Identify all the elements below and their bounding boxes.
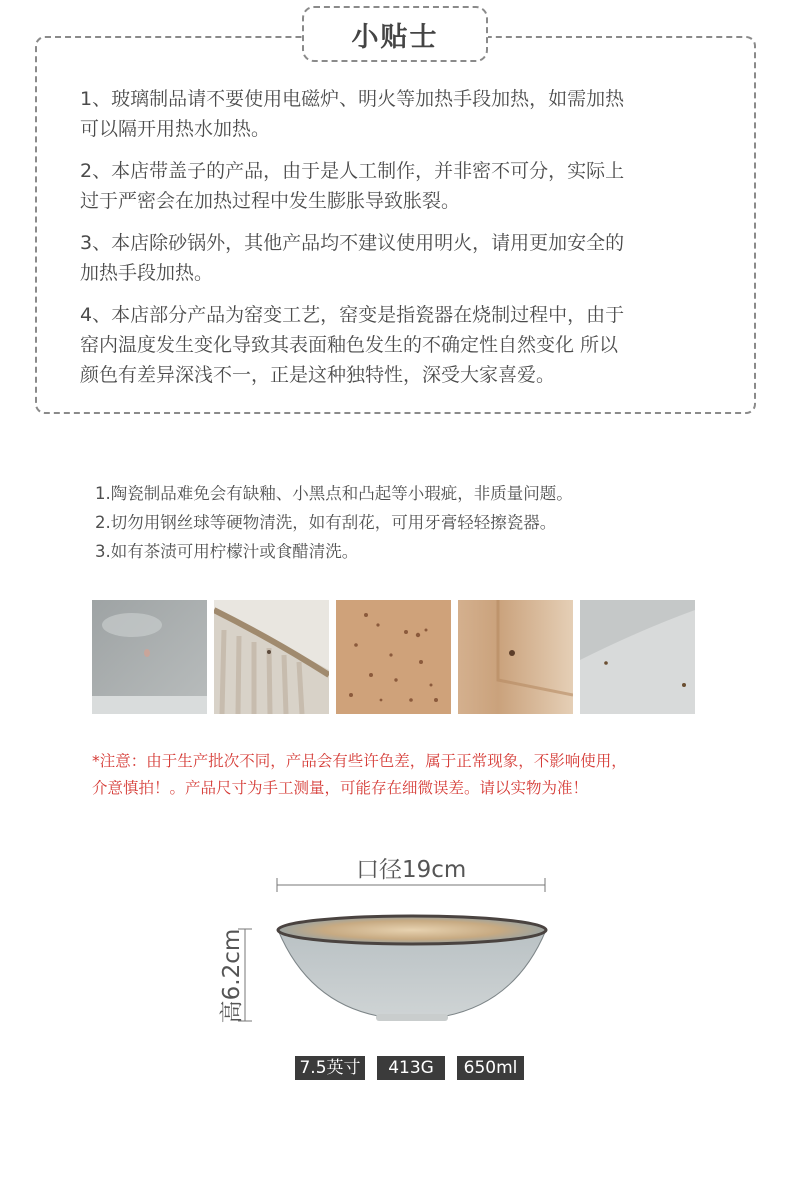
- tip-1-line-2: 可以隔开用热水加热。: [80, 118, 271, 140]
- tip-2-line-1: 2、本店带盖子的产品，由于是人工制作，并非密不可分，实际上: [80, 160, 625, 182]
- tip-1: [80, 84, 720, 144]
- tip-4: [80, 300, 720, 390]
- bowl-image: [276, 912, 548, 1024]
- tip-2-line-2: 过于严密会在加热过程中发生膨胀导致胀裂。: [80, 190, 461, 212]
- care-item-2: 2.切勿用钢丝球等硬物清洗，如有刮花，可用牙膏轻轻擦瓷器。: [95, 513, 557, 532]
- tip-2: [80, 156, 720, 216]
- height-char: 高: [219, 1000, 245, 1024]
- flaw-photo-2: [214, 600, 329, 714]
- notice-line-2: 介意慎拍！。产品尺寸为手工测量，可能存在细微误差。请以实物为准！: [92, 779, 589, 797]
- height-label: [190, 925, 250, 1025]
- tip-4-line-3: 颜色有差异深浅不一，正是这种独特性，深受大家喜爱。: [80, 364, 556, 386]
- flaw-photo-3: [336, 600, 451, 714]
- tips-title: 小贴士: [351, 21, 439, 53]
- flaw-photo-1: [92, 600, 207, 714]
- tip-4-line-1: 4、本店部分产品为窑变工艺，窑变是指瓷器在烧制过程中，由于: [80, 304, 625, 326]
- height-value: 6.2cm: [219, 928, 245, 1001]
- tip-3-line-2: 加热手段加热。: [80, 262, 214, 284]
- tip-4-line-2: 窑内温度发生变化导致其表面釉色发生的不确定性自然变化 所以: [80, 334, 619, 356]
- care-item-1: 1.陶瓷制品难免会有缺釉、小黑点和凸起等小瑕疵，非质量问题。: [95, 484, 573, 503]
- flaw-photo-4: [458, 600, 573, 714]
- tip-3-line-1: 3、本店除砂锅外，其他产品均不建议使用明火，请用更加安全的: [80, 232, 625, 254]
- spec-size: 7.5英寸: [295, 1056, 365, 1080]
- flaw-photo-5: [580, 600, 695, 714]
- care-item-3: 3.如有茶渍可用柠檬汁或食醋清洗。: [95, 542, 359, 561]
- tips-title-tab: [302, 6, 488, 62]
- tip-3: [80, 228, 720, 288]
- notice-line-1: *注意：由于生产批次不同，产品会有些许色差，属于正常现象，不影响使用，: [92, 752, 627, 770]
- diameter-line: [276, 876, 546, 894]
- tip-1-line-1: 1、玻璃制品请不要使用电磁炉、明火等加热手段加热，如需加热: [80, 88, 625, 110]
- diameter-label: 口径19cm: [356, 857, 467, 883]
- spec-capacity: 650ml: [457, 1056, 524, 1080]
- spec-weight: 413G: [377, 1056, 445, 1080]
